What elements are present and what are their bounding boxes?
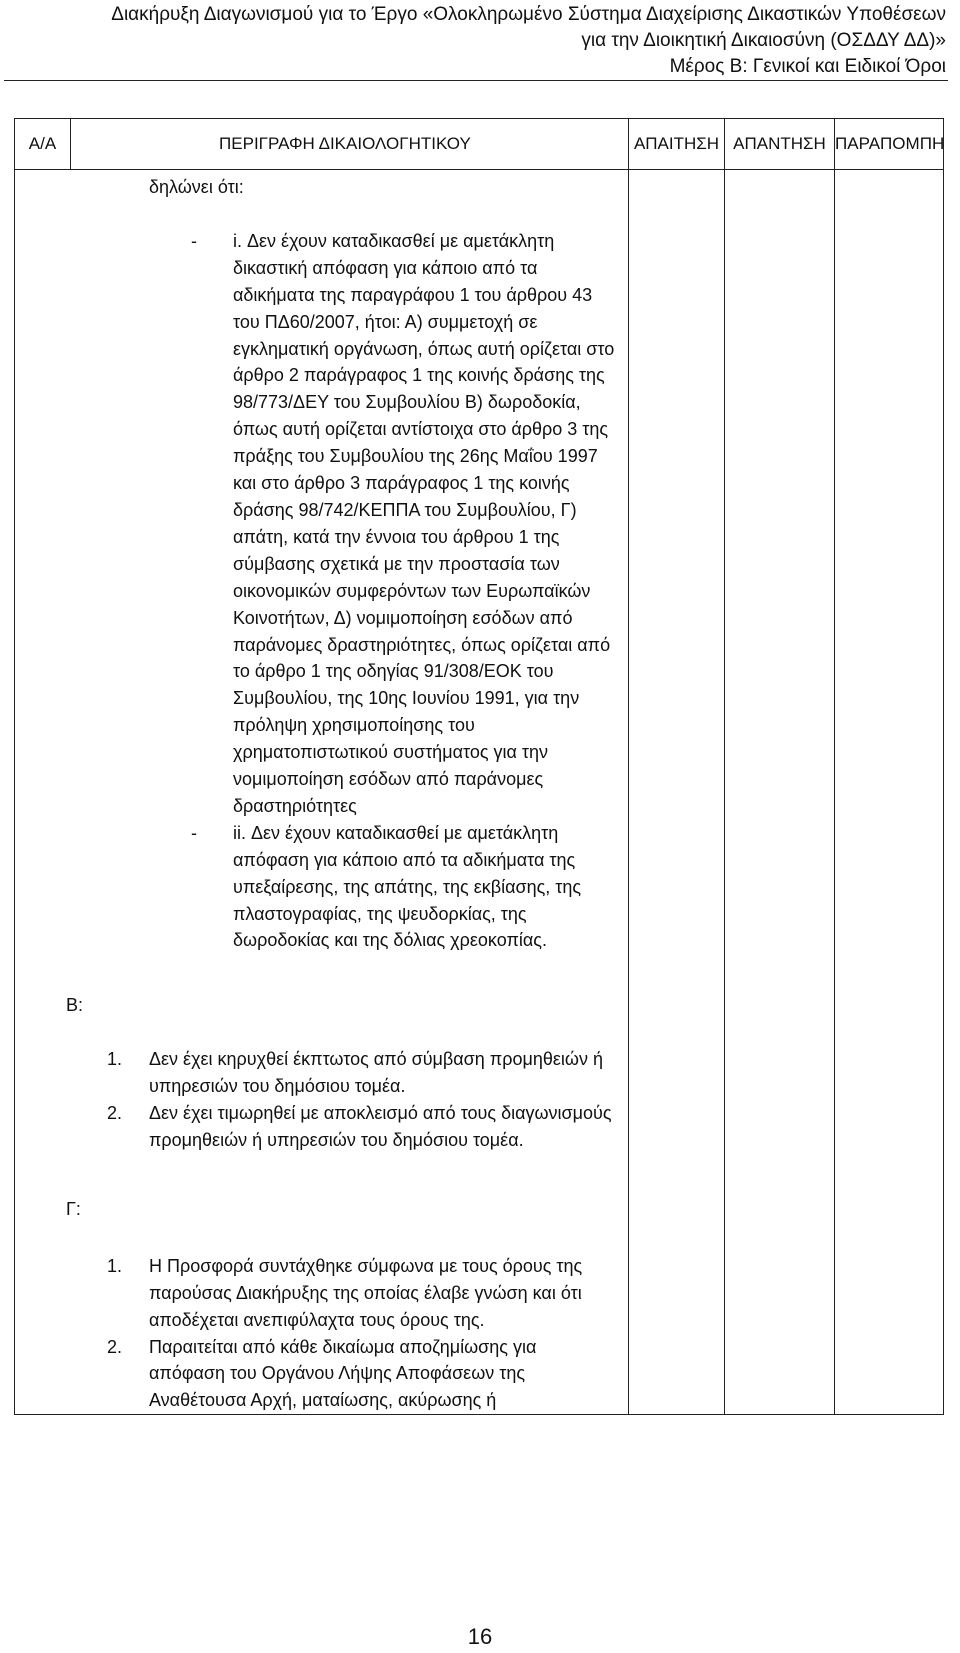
numbered-list-c (15, 1253, 628, 1414)
list-item-text: Δεν έχει τιμωρηθεί με αποκλεισμό από τους διαγωνισμούς προμηθειών ή υπηρεσιών του δημόσιου τομέα. (149, 1103, 612, 1150)
header-line-2: για την Διοικητική Δικαιοσύνη (ΟΣΔΔΥ ΔΔ)» (581, 30, 946, 51)
list-number: 2. (107, 1103, 123, 1124)
header-line-3: Μέρος Β: Γενικοί και Ειδικοί Όροι (669, 56, 946, 77)
column-header-description: ΠΕΡΙΓΡΑΦΗ ΔΙΚΑΙΟΛΟΓΗΤΙΚΟΥ (71, 119, 629, 170)
header-line-1: Διακήρυξη Διαγωνισμού για το Έργο «Ολοκληρωμένο Σύστημα Διαχείρισης Δικαστικών Υποθέσεων (111, 4, 946, 25)
intro-text: δηλώνει ότι: (149, 177, 244, 197)
list-number: 1. (107, 1255, 123, 1276)
numbered-list-b (15, 1046, 628, 1154)
list-item-text: Δεν έχει κηρυχθεί έκπτωτος από σύμβαση προμηθειών ή υπηρεσιών του δημόσιου τομέα. (149, 1049, 603, 1097)
list-item (15, 1334, 628, 1415)
list-number: 2. (107, 1336, 123, 1357)
dash-bullet: - (191, 822, 197, 843)
description-cell (15, 170, 629, 1415)
column-header-aa: Α/Α (15, 119, 71, 170)
list-item-text: ii. Δεν έχουν καταδικασθεί με αμετάκλητη απόφαση για κάποιο από τα αδικήματα της υπεξαίρεσης, της απάτης, της εκβίασης, της πλαστογραφίας, της ψευδορκίας, της δωροδοκίας και της δόλιας χρεοκοπίας. (233, 822, 582, 951)
list-item-text: Παραιτείται από κάθε δικαίωμα αποζημίωσης για απόφαση του Οργάνου Λήψης Αποφάσεων της Αναθέτουσα Αρχή, ματαίωσης, ακύρωσης ή (149, 1336, 537, 1411)
list-item (15, 1100, 628, 1154)
list-item-text: i. Δεν έχουν καταδικασθεί με αμετάκλητη δικαστική απόφαση για κάποιο από τα αδικήματα της παραγράφου 1 του άρθρου 43 του ΠΔ60/2007, ήτοι: Α) συμμετοχή σε εγκληματική οργάνωση, όπως αυτή ορίζεται στο άρθρο 2 παράγραφος 1 της κοινής δράσης της 98/773/ΔΕΥ του Συμβουλίου Β) δωροδοκία, όπως αυτή ορίζεται αντίστοιχα στο άρθρο 3 της πράξης του Συμβουλίου της 26ης Μαΐου 1997 και στο άρθρο 3 παράγραφος 1 της κοινής δράσης 98/742/ΚΕΠΠΑ του Συμβουλίου, Γ) απάτη, κατά την έννοια του άρθρου 1 της σύμβασης σχετικά με την προστασία των οικονομικών συμφερόντων των Ευρωπαϊκών Κοινοτήτων, Δ) νομιμοποίηση εσόδων από παράνομες δραστηριότητες, όπως ορίζεται από το άρθρο 1 της οδηγίας 91/308/ΕΟΚ του Συμβουλίου, της 10ης Ιουνίου 1991, για την πρόληψη χρησιμοποίησης του χρηματοπιστωτικού συστήματος για την νομιμοποίηση εσόδων από παράνομες δραστηριότητες (233, 230, 615, 816)
header-divider (4, 80, 948, 81)
document-header (6, 2, 946, 80)
list-item-text: Η Προσφορά συντάχθηκε σύμφωνα με τους όρους της παρούσας Διακήρυξης της οποίας έλαβε γνώση και ότι αποδέχεται ανεπιφύλαχτα τους όρους της. (149, 1255, 583, 1330)
requirement-cell (629, 170, 725, 1415)
column-header-answer: ΑΠΑΝΤΗΣΗ (725, 119, 835, 170)
list-item (15, 1046, 628, 1100)
table-header-row (15, 119, 944, 170)
page-number: 16 (467, 1624, 493, 1649)
list-item (15, 820, 628, 955)
table-row (15, 170, 944, 1415)
list-number: 1. (107, 1049, 123, 1070)
list-item (15, 228, 628, 820)
list-item (15, 1253, 628, 1334)
column-header-requirement: ΑΠΑΙΤΗΣΗ (629, 119, 725, 170)
section-label-c: Γ: (66, 1198, 81, 1219)
requirements-table (14, 118, 944, 1415)
dash-bullet: - (191, 230, 197, 251)
dash-list (15, 228, 628, 954)
answer-cell (725, 170, 835, 1415)
reference-cell (835, 170, 944, 1415)
section-label-b: Β: (66, 995, 84, 1016)
column-header-reference: ΠΑΡΑΠΟΜΠΗ (835, 119, 944, 170)
